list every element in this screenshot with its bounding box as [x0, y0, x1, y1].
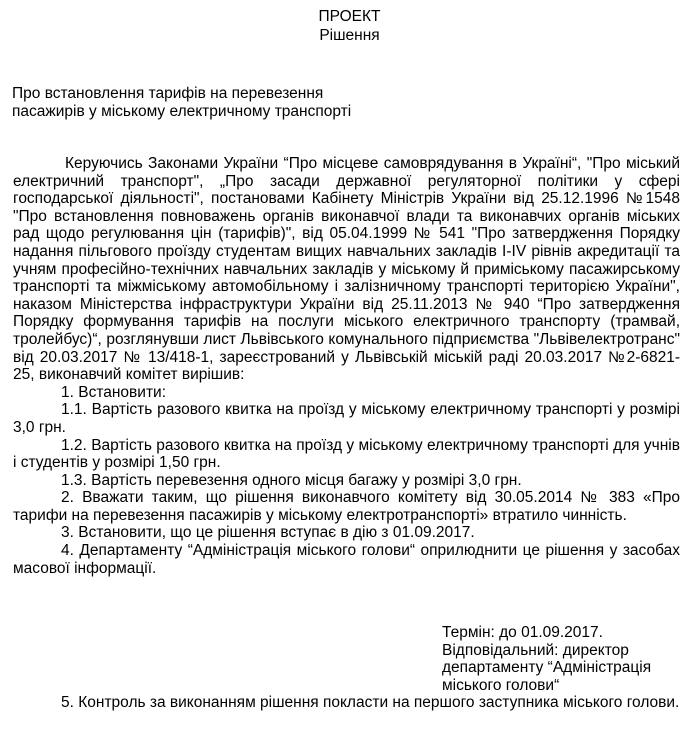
decision-heading: Рішення	[319, 27, 380, 44]
project-heading: ПРОЕКТ	[318, 8, 381, 25]
item-1-2: 1.2. Вартість разового квитка на проїзд у міському електричному транспорті для учнів і студентів у розмірі 1,50 грн.	[13, 436, 680, 472]
term-block	[442, 624, 651, 694]
item-5: 5. Контроль за виконанням рішення покласти на першого заступника міського голови.	[61, 694, 680, 711]
responsible-line-2: департаменту “Адміністрація	[442, 659, 652, 677]
document-body	[13, 155, 680, 577]
responsible-line-3: міського голови“	[442, 676, 560, 694]
item-3: 3. Встановити, що це рішення вступає в дію з 01.09.2017.	[61, 524, 475, 542]
item-4: 4. Департаменту “Адміністрація міського голови“ оприлюднити це рішення у засобах масової інформації.	[13, 542, 680, 577]
responsible-line-1: Відповідальний: директор	[442, 641, 629, 659]
item-2: 2. Вважати таким, що рішення виконавчого комітету від 30.05.2014 № 383 «Про тарифи на перевезення пасажирів у міському електротранспорті» втратило чинність.	[13, 489, 680, 524]
item-1-1: 1.1. Вартість разового квитка на проїзд у міському електричному транспорті у розмірі 3,0 грн.	[13, 401, 680, 436]
document-title-line-2: пасажирів у міському електричному транспорті	[12, 103, 352, 120]
item-1: 1. Встановити:	[61, 383, 167, 401]
preamble-paragraph: Керуючись Законами України “Про місцеве самоврядування в Україні“, "Про міський електричний транспорт", „Про засади державної регуляторної політики у сфері господарської діяльності", постановами Кабінету Міністрів України від 25.12.1996 №1548 "Про встановлення повноважень органів виконавчої влади та виконавчих органів міських рад щодо регулювання цін (тарифів)", від 05.04.1999 № 541 "Про затвердження Порядку надання пільгового проїзду студентам вищих навчальних закладів І-ІV рівнів акредитації та учням професійно-технічних навчальних закладів у міському й приміському пасажирському транспорті та міжміському автомобільному і залізничному транспорті територією України", наказом Міністерства інфраструктури України від 25.11.2013 № 940 “Про затвердження Порядку формування тарифів на послуги міського електричного транспорту (трамвай, тролейбус)“, розглянувши лист Львівського комунального підприємства "Львівелектротранс" від 20.03.2017 № 13/418-1, зареєстрований у Львівській міській раді 20.03.2017 №2-6821-25, виконавчий комітет вирішив:	[13, 155, 680, 384]
deadline-text: Термін: до 01.09.2017.	[442, 624, 603, 641]
document-title-line-1: Про встановлення тарифів на перевезення	[12, 85, 324, 102]
item-1-3: 1.3. Вартість перевезення одного місця багажу у розмірі 3,0 грн.	[61, 471, 522, 489]
